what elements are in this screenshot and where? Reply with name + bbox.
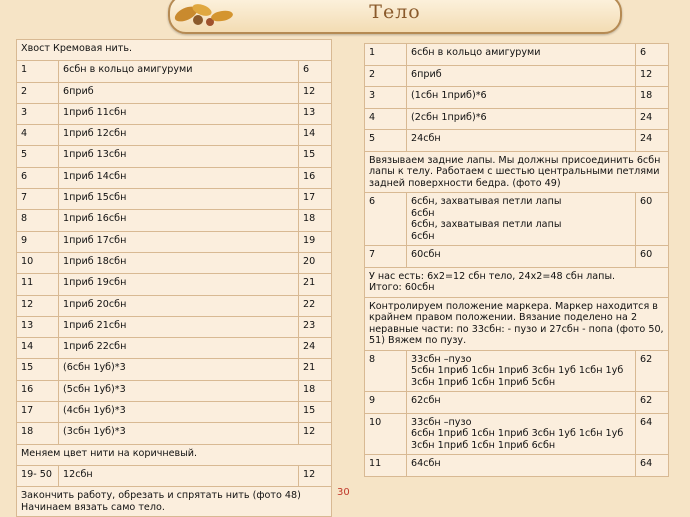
instruction: 1приб 11сбн [59, 103, 299, 124]
table-row [17, 316, 332, 337]
table-row [17, 465, 332, 486]
table-row [365, 65, 669, 87]
row-number: 8 [17, 210, 59, 231]
table-row [365, 130, 669, 152]
table-row [17, 146, 332, 167]
stitch-count: 62 [636, 392, 669, 414]
row-number: 10 [17, 252, 59, 273]
row-number: 6 [17, 167, 59, 188]
stitch-count: 12 [299, 423, 332, 444]
instruction-line: 5сбн 1приб 1сбн 1приб 3сбн 1уб 1сбн 1уб [411, 365, 624, 376]
stitch-count: 20 [299, 252, 332, 273]
instruction: 1приб 19сбн [59, 274, 299, 295]
stitch-count: 62 [636, 350, 669, 392]
note-line: Итого: 60сбн [369, 282, 435, 293]
row-number: 11 [365, 455, 407, 477]
stitch-count: 12 [299, 465, 332, 486]
stitch-count: 19 [299, 231, 332, 252]
table-row [17, 487, 332, 517]
table-row [365, 246, 669, 268]
stitch-count: 12 [636, 65, 669, 87]
instruction: 1приб 15сбн [59, 189, 299, 210]
row-number: 18 [17, 423, 59, 444]
table-row [17, 423, 332, 444]
instruction-line: 6сбн [411, 230, 435, 242]
table-row [17, 402, 332, 423]
table-row [365, 193, 669, 246]
page-title: Тело [369, 1, 421, 23]
instruction [407, 193, 636, 246]
row-number: 9 [17, 231, 59, 252]
row-number: 12 [17, 295, 59, 316]
instruction [407, 350, 636, 392]
instruction: 62сбн [407, 392, 636, 414]
table-row [365, 392, 669, 414]
row-number: 7 [17, 189, 59, 210]
stitch-count: 21 [299, 359, 332, 380]
table-row [17, 359, 332, 380]
stitch-count: 18 [299, 210, 332, 231]
instruction: (3сбн 1уб)*3 [59, 423, 299, 444]
section-note: Ввязываем задние лапы. Мы должны присоединить 6сбн лапы к телу. Работаем с шестью центральными петлями задней поверхности бедра. (фото 49) [365, 151, 669, 193]
instruction: 6сбн в кольцо амигуруми [407, 44, 636, 66]
table-row [365, 108, 669, 130]
row-number: 15 [17, 359, 59, 380]
instruction: 1приб 20сбн [59, 295, 299, 316]
table-row [17, 61, 332, 82]
instruction: 64сбн [407, 455, 636, 477]
stitch-count: 6 [299, 61, 332, 82]
instruction-line: 33сбн –пузо [411, 416, 472, 428]
row-number: 6 [365, 193, 407, 246]
row-number: 5 [365, 130, 407, 152]
row-number: 5 [17, 146, 59, 167]
instruction: 6приб [59, 82, 299, 103]
table-row [17, 338, 332, 359]
instruction: 1приб 18сбн [59, 252, 299, 273]
tail-pattern-table [16, 39, 332, 517]
table-row [365, 151, 669, 193]
section-note: Закончить работу, обрезать и спрятать нить (фото 48) Начинаем вязать само тело. [17, 487, 332, 517]
row-number: 3 [365, 87, 407, 109]
instruction [407, 413, 636, 455]
table-row [365, 87, 669, 109]
instruction-line: 6сбн [411, 207, 435, 219]
row-number: 8 [365, 350, 407, 392]
row-number: 3 [17, 103, 59, 124]
row-number: 7 [365, 246, 407, 268]
stitch-count: 14 [299, 125, 332, 146]
row-number: 9 [365, 392, 407, 414]
row-number: 13 [17, 316, 59, 337]
section-note [365, 267, 669, 297]
table-row [17, 103, 332, 124]
instruction: (2сбн 1приб)*6 [407, 108, 636, 130]
instruction: 1приб 16сбн [59, 210, 299, 231]
row-number: 17 [17, 402, 59, 423]
stitch-count: 18 [299, 380, 332, 401]
section-note: Хвост Кремовая нить. [17, 40, 332, 61]
row-number: 10 [365, 413, 407, 455]
table-row [17, 167, 332, 188]
stitch-count: 60 [636, 193, 669, 246]
row-number: 19- 50 [17, 465, 59, 486]
stitch-count: 60 [636, 246, 669, 268]
table-row [17, 40, 332, 61]
table-row [17, 444, 332, 465]
stitch-count: 21 [299, 274, 332, 295]
instruction: (6сбн 1уб)*3 [59, 359, 299, 380]
table-row [365, 350, 669, 392]
table-row [17, 231, 332, 252]
instruction: 24сбн [407, 130, 636, 152]
instruction: 1приб 12сбн [59, 125, 299, 146]
table-row [365, 267, 669, 297]
row-number: 14 [17, 338, 59, 359]
instruction: 12сбн [59, 465, 299, 486]
stitch-count: 13 [299, 103, 332, 124]
note-line: У нас есть: 6х2=12 сбн тело, 24х2=48 сбн лапы. [369, 270, 616, 282]
row-number: 1 [17, 61, 59, 82]
stitch-count: 18 [636, 87, 669, 109]
row-number: 4 [17, 125, 59, 146]
table-row [17, 252, 332, 273]
table-row [365, 44, 669, 66]
table-row [17, 189, 332, 210]
table-row [17, 125, 332, 146]
instruction: (5сбн 1уб)*3 [59, 380, 299, 401]
table-row [17, 295, 332, 316]
instruction: 1приб 14сбн [59, 167, 299, 188]
instruction: 6сбн в кольцо амигуруми [59, 61, 299, 82]
stitch-count: 24 [636, 130, 669, 152]
instruction-line: 3сбн 1приб 1сбн 1приб 5сбн [411, 376, 556, 388]
stitch-count: 23 [299, 316, 332, 337]
row-number: 1 [365, 44, 407, 66]
table-row [365, 413, 669, 455]
row-number: 16 [17, 380, 59, 401]
leaf-decoration-icon [172, 0, 242, 30]
instruction: 6приб [407, 65, 636, 87]
instruction-line: 6сбн 1приб 1сбн 1приб 3сбн 1уб 1сбн 1уб [411, 428, 624, 439]
instruction: 60сбн [407, 246, 636, 268]
instruction: 1приб 22сбн [59, 338, 299, 359]
row-number: 2 [17, 82, 59, 103]
table-row [17, 380, 332, 401]
body-pattern-table [364, 43, 669, 477]
stitch-count: 24 [636, 108, 669, 130]
stitch-count: 64 [636, 455, 669, 477]
stitch-count: 16 [299, 167, 332, 188]
section-note: Меняем цвет нити на коричневый. [17, 444, 332, 465]
row-number: 11 [17, 274, 59, 295]
row-number: 2 [365, 65, 407, 87]
stitch-count: 24 [299, 338, 332, 359]
table-row [365, 455, 669, 477]
stitch-count: 22 [299, 295, 332, 316]
stitch-count: 15 [299, 402, 332, 423]
table-row [17, 210, 332, 231]
instruction-line: 3сбн 1приб 1сбн 1приб 6сбн [411, 439, 556, 451]
instruction: 1приб 17сбн [59, 231, 299, 252]
instruction: (1сбн 1приб)*6 [407, 87, 636, 109]
table-row [17, 82, 332, 103]
stitch-count: 17 [299, 189, 332, 210]
instruction: (4сбн 1уб)*3 [59, 402, 299, 423]
instruction-line: 33сбн –пузо [411, 353, 472, 365]
stitch-count: 15 [299, 146, 332, 167]
row-number: 4 [365, 108, 407, 130]
instruction: 1приб 13сбн [59, 146, 299, 167]
instruction-line: 6сбн, захватывая петли лапы [411, 219, 562, 230]
table-row [17, 274, 332, 295]
page-number: 30 [337, 487, 350, 498]
table-row [365, 297, 669, 350]
stitch-count: 64 [636, 413, 669, 455]
section-note: Контролируем положение маркера. Маркер находится в крайнем правом положении. Вязание поделено на 2 неравные части: по 33сбн: - пузо и 27сбн - попа (фото 50, 51) Вяжем по пузу. [365, 297, 669, 350]
stitch-count: 12 [299, 82, 332, 103]
instruction-line: 6сбн, захватывая петли лапы [411, 196, 562, 207]
instruction: 1приб 21сбн [59, 316, 299, 337]
stitch-count: 6 [636, 44, 669, 66]
